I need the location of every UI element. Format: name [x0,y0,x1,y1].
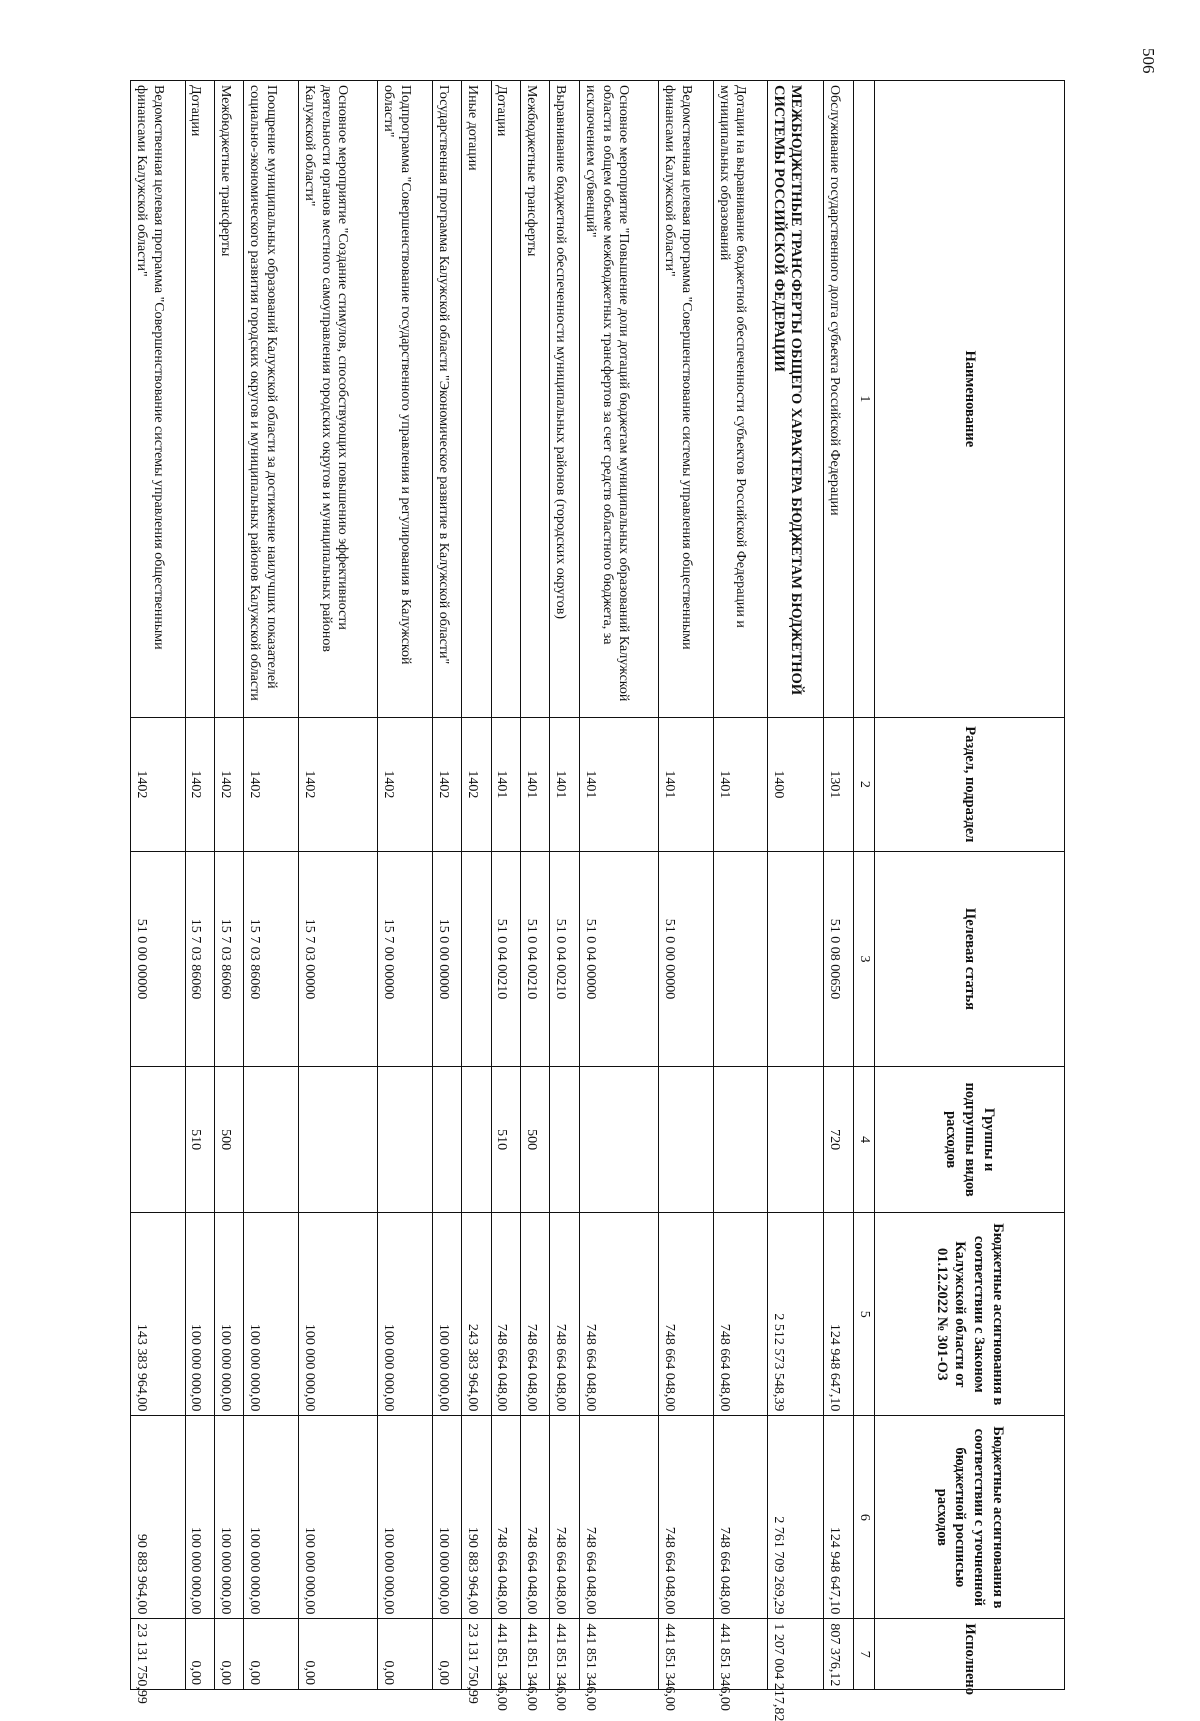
cell-updated: 748 664 048,00 [521,1416,550,1619]
column-number: 1 [853,81,874,718]
header-section: Раздел, подраздел [875,717,1065,851]
column-number: 2 [853,717,874,851]
table-row [298,81,377,1690]
cell-executed: 1 207 004 217,82 [768,1619,824,1690]
cell-target: 15 7 03 86060 [244,851,298,1066]
cell-group: 720 [824,1067,853,1213]
cell-law: 748 664 048,00 [521,1213,550,1416]
column-number: 7 [853,1619,874,1690]
cell-target: 51 0 04 00210 [550,851,579,1066]
cell-section: 1401 [579,717,658,851]
cell-group: 500 [215,1067,244,1213]
table-row [659,81,713,1690]
cell-name: Подпрограмма "Совершенствование государственного управления и регулирования в Калужской области" [378,81,432,718]
table-row [824,81,853,1690]
cell-law: 243 383 964,00 [462,1213,491,1416]
cell-section: 1402 [462,717,491,851]
cell-group [244,1067,298,1213]
cell-target: 51 0 08 00650 [824,851,853,1066]
cell-executed: 0,00 [215,1619,244,1690]
cell-updated: 748 664 048,00 [491,1416,520,1619]
cell-name: Основное мероприятие "Создание стимулов, способствующих повышению эффективности деятельности органов местного самоуправления городских округов и муниципальных районов Калужской области" [298,81,377,718]
cell-law: 748 664 048,00 [491,1213,520,1416]
cell-updated: 2 761 709 269,29 [768,1416,824,1619]
cell-section: 1301 [824,717,853,851]
cell-group [659,1067,713,1213]
table-row [579,81,658,1690]
cell-section: 1402 [298,717,377,851]
cell-section: 1402 [432,717,461,851]
cell-executed: 0,00 [378,1619,432,1690]
cell-group: 510 [185,1067,214,1213]
header-group: Группы и подгруппы видов расходов [875,1067,1065,1213]
table-row [491,81,520,1690]
cell-executed: 441 851 346,00 [491,1619,520,1690]
cell-group [550,1067,579,1213]
cell-updated: 100 000 000,00 [215,1416,244,1619]
cell-law: 748 664 048,00 [713,1213,767,1416]
table-row [713,81,767,1690]
table-row [521,81,550,1690]
column-number: 6 [853,1416,874,1619]
cell-group [462,1067,491,1213]
cell-name: Основное мероприятие "Повышение доли дотаций бюджетам муниципальных образований Калужской области в общем объеме межбюджетных трансфертов за счет средств областного бюджета, за исключением субвенций" [579,81,658,718]
header-updated: Бюджетные ассигнования в соответствии с уточненной бюджетной росписью расходов [875,1416,1065,1619]
cell-updated: 124 948 647,10 [824,1416,853,1619]
cell-target: 51 0 00 00000 [131,851,186,1066]
cell-group [768,1067,824,1213]
header-executed: Исполнено [875,1619,1065,1690]
cell-name: Поощрение муниципальных образований Калужской области за достижение наилучших показателей социально-экономического развития городских округов и муниципальных районов Калужской области [244,81,298,718]
cell-name: Дотации [491,81,520,718]
cell-law: 100 000 000,00 [215,1213,244,1416]
cell-executed: 441 851 346,00 [713,1619,767,1690]
cell-executed: 807 376,12 [824,1619,853,1690]
cell-updated: 100 000 000,00 [378,1416,432,1619]
cell-group [579,1067,658,1213]
cell-name: Ведомственная целевая программа "Совершенствование системы управления общественными финансами Калужской области" [659,81,713,718]
cell-updated: 748 664 048,00 [550,1416,579,1619]
cell-target: 51 0 04 00210 [521,851,550,1066]
cell-executed: 0,00 [244,1619,298,1690]
cell-law: 2 512 573 548,39 [768,1213,824,1416]
cell-executed: 23 131 750,99 [462,1619,491,1690]
cell-executed: 0,00 [185,1619,214,1690]
cell-name: Выравнивание бюджетной обеспеченности муниципальных районов (городских округов) [550,81,579,718]
table-row [131,81,186,1690]
header-row [875,81,1065,1690]
table-row [185,81,214,1690]
cell-target: 51 0 00 00000 [659,851,713,1066]
rotated-table-container [130,80,1065,1721]
cell-law: 100 000 000,00 [432,1213,461,1416]
cell-law: 143 383 964,00 [131,1213,186,1416]
cell-name: Дотации на выравнивание бюджетной обеспеченности субъектов Российской Федерации и муниципальных образований [713,81,767,718]
table-row [462,81,491,1690]
cell-target: 15 7 03 00000 [298,851,377,1066]
cell-section: 1401 [550,717,579,851]
cell-updated: 748 664 048,00 [713,1416,767,1619]
cell-law: 100 000 000,00 [244,1213,298,1416]
cell-section: 1402 [378,717,432,851]
cell-group: 510 [491,1067,520,1213]
cell-group [298,1067,377,1213]
cell-section: 1400 [768,717,824,851]
cell-executed: 23 131 750,99 [131,1619,186,1690]
cell-section: 1401 [521,717,550,851]
cell-target [768,851,824,1066]
cell-executed: 0,00 [432,1619,461,1690]
cell-executed: 441 851 346,00 [550,1619,579,1690]
cell-updated: 748 664 048,00 [659,1416,713,1619]
cell-updated: 190 883 964,00 [462,1416,491,1619]
cell-group [378,1067,432,1213]
cell-section: 1401 [713,717,767,851]
cell-law: 100 000 000,00 [378,1213,432,1416]
table-row [378,81,432,1690]
column-number: 4 [853,1067,874,1213]
column-number-row [853,81,874,1690]
cell-group [713,1067,767,1213]
cell-law: 748 664 048,00 [579,1213,658,1416]
cell-updated: 90 883 964,00 [131,1416,186,1619]
cell-name: Межбюджетные трансферты [521,81,550,718]
cell-group: 500 [521,1067,550,1213]
cell-section: 1401 [659,717,713,851]
cell-executed: 441 851 346,00 [659,1619,713,1690]
cell-name: Иные дотации [462,81,491,718]
cell-target: 51 0 04 00210 [491,851,520,1066]
budget-table [130,80,1065,1721]
table-header [853,81,1064,1696]
table-row [215,81,244,1690]
cell-updated: 100 000 000,00 [298,1416,377,1619]
table-row [244,81,298,1690]
cell-target [462,851,491,1066]
header-name: Наименование [875,81,1065,718]
column-number: 5 [853,1213,874,1416]
cell-section: 1402 [244,717,298,851]
cell-section: 1402 [185,717,214,851]
cell-name: Обслуживание государственного долга субъекта Российской Федерации [824,81,853,718]
cell-section: 1401 [491,717,520,851]
cell-name: Государственная программа Калужской области "Экономическое развитие в Калужской области" [432,81,461,718]
page-number: 506 [1139,48,1158,74]
cell-group [131,1067,186,1213]
cell-name: Дотации [185,81,214,718]
cell-law: 100 000 000,00 [185,1213,214,1416]
cell-law: 100 000 000,00 [298,1213,377,1416]
cell-target: 51 0 04 00000 [579,851,658,1066]
cell-section: 1402 [131,717,186,851]
cell-target: 15 7 00 00000 [378,851,432,1066]
cell-target: 15 7 03 86060 [185,851,214,1066]
cell-executed: 0,00 [298,1619,377,1690]
cell-name: Межбюджетные трансферты [215,81,244,718]
table-row [432,81,461,1690]
header-target: Целевая статья [875,851,1065,1066]
cell-updated: 748 664 048,00 [579,1416,658,1619]
header-law: Бюджетные ассигнования в соответствии с Законом Калужской области от 01.12.2022 № 301-ОЗ [875,1213,1065,1416]
cell-name: Ведомственная целевая программа "Совершенствование системы управления общественными финансами Калужской области" [131,81,186,718]
cell-group [432,1067,461,1213]
cell-target: 15 0 00 00000 [432,851,461,1066]
cell-updated: 100 000 000,00 [432,1416,461,1619]
cell-name: МЕЖБЮДЖЕТНЫЕ ТРАНСФЕРТЫ ОБЩЕГО ХАРАКТЕРА БЮДЖЕТАМ БЮДЖЕТНОЙ СИСТЕМЫ РОССИЙСКОЙ ФЕДЕРАЦИИ [768,81,824,718]
cell-updated: 100 000 000,00 [185,1416,214,1619]
table-body [131,81,854,1721]
cell-executed: 441 851 346,00 [521,1619,550,1690]
cell-law: 748 664 048,00 [659,1213,713,1416]
cell-executed: 441 851 346,00 [579,1619,658,1690]
cell-target: 15 7 03 86060 [215,851,244,1066]
table-row [550,81,579,1690]
column-number: 3 [853,851,874,1066]
cell-updated: 100 000 000,00 [244,1416,298,1619]
cell-law: 124 948 647,10 [824,1213,853,1416]
table-row [768,81,824,1690]
cell-law: 748 664 048,00 [550,1213,579,1416]
cell-section: 1402 [215,717,244,851]
cell-target [713,851,767,1066]
